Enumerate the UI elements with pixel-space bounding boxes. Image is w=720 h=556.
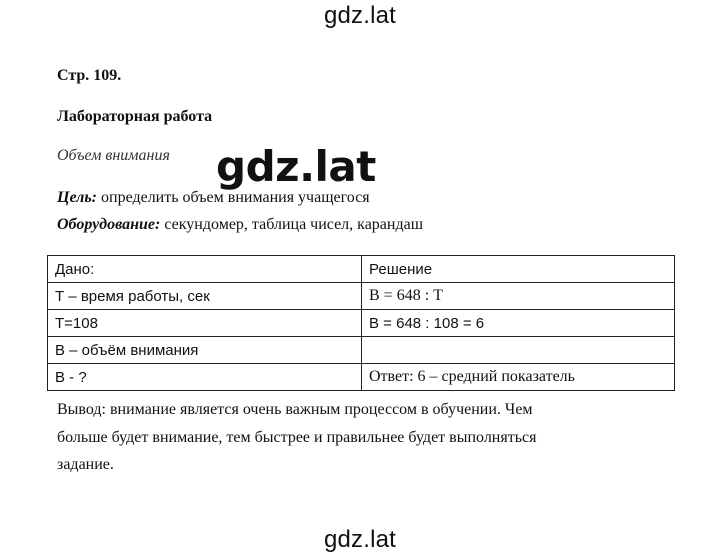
conclusion-line: Вывод: внимание является очень важным процессом в обучении. Чем — [57, 401, 533, 418]
conclusion-paragraph — [57, 396, 657, 479]
table-cell-solution-header: Решение — [362, 256, 675, 283]
table-cell-given-header: Дано: — [48, 256, 362, 283]
lab-title: Лабораторная работа — [57, 108, 213, 125]
table-row — [48, 310, 675, 337]
table-cell-solution — [362, 337, 675, 364]
table-cell-given: В - ? — [48, 364, 362, 391]
equipment-line — [57, 216, 423, 234]
table-cell-given: Т=108 — [48, 310, 362, 337]
conclusion-line: задание. — [57, 456, 114, 473]
table-cell-solution: В = 648 : Т — [362, 283, 675, 310]
goal-text: определить объем внимания учащегося — [97, 189, 370, 206]
watermark-center: gdz.lat — [216, 142, 376, 191]
table-row — [48, 256, 675, 283]
watermark-top: gdz.lat — [323, 2, 397, 29]
table-cell-given: В – объём внимания — [48, 337, 362, 364]
lab-subtitle: Объем внимания — [57, 147, 170, 164]
table-row — [48, 337, 675, 364]
table-row — [48, 283, 675, 310]
results-table — [47, 255, 675, 391]
table-cell-given: Т – время работы, сек — [48, 283, 362, 310]
watermark-bottom: gdz.lat — [323, 526, 397, 553]
table-row — [48, 364, 675, 391]
goal-label: Цель: — [57, 189, 97, 206]
conclusion-line: больше будет внимание, тем быстрее и правильнее будет выполняться — [57, 428, 537, 446]
page-label: Стр. 109. — [57, 67, 122, 84]
table-cell-solution: В = 648 : 108 = 6 — [362, 310, 675, 337]
goal-line — [57, 189, 370, 207]
equipment-text: секундомер, таблица чисел, карандаш — [160, 216, 424, 233]
table-cell-answer: Ответ: 6 – средний показатель — [362, 364, 675, 391]
equipment-label: Оборудование: — [57, 216, 161, 233]
